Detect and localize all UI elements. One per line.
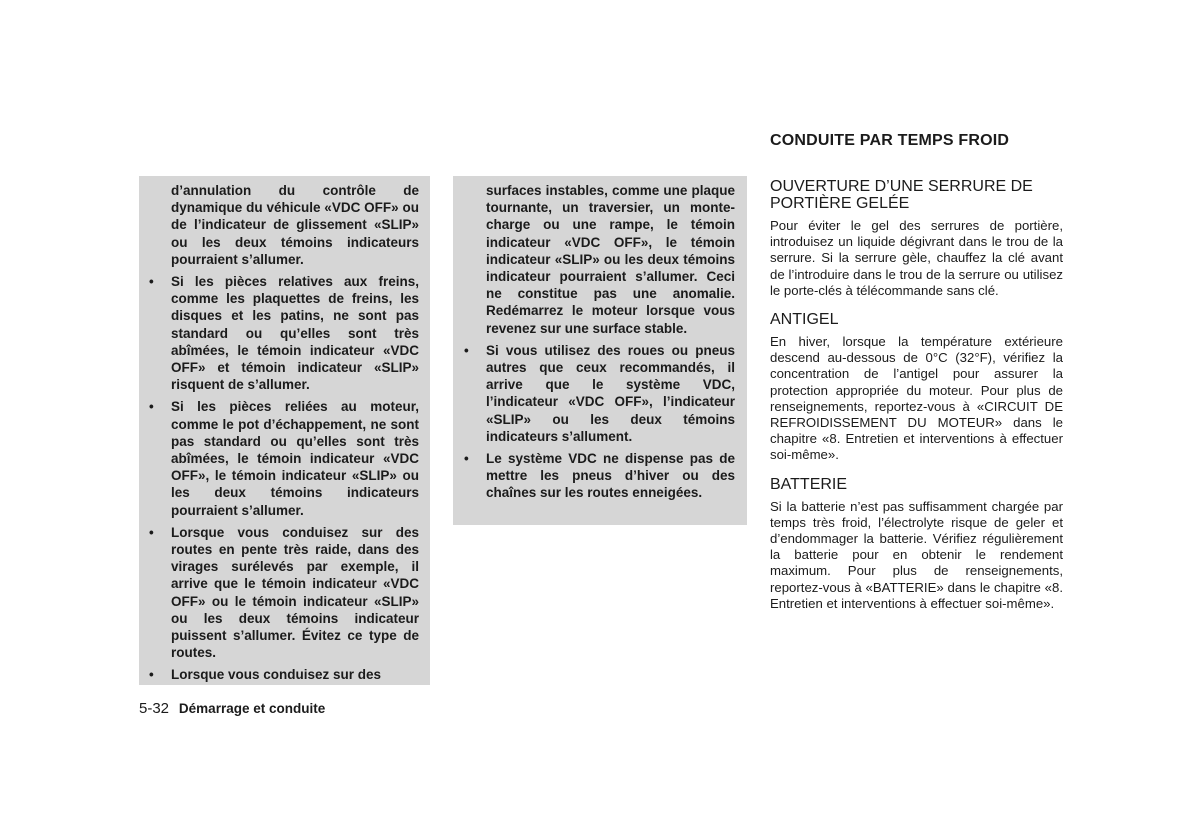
list-item	[148, 273, 419, 393]
bullet-icon: •	[149, 399, 154, 415]
bullet-icon: •	[464, 342, 469, 358]
warning-continuation-text: d’annulation du contrôle de dynamique du véhicule «VDC OFF» ou de l’indicateur de glissement «SLIP» ou les deux témoins indicateurs pourraient s’allumer.	[171, 183, 419, 267]
warning-bullet-text: Si les pièces relatives aux freins, comme les plaquettes de freins, les disques et les patins, ne sont pas standard ou qu’elles sont très abîmées, le témoin indicateur «VDC OFF» et témoin indicateur «SLIP» risquent de s’allumer.	[171, 274, 419, 393]
list-item	[463, 342, 735, 445]
list-item	[463, 450, 735, 502]
section-title: CONDUITE PAR TEMPS FROID	[770, 132, 1010, 149]
warning-bullet-text: Si vous utilisez des roues ou pneus autres que ceux recommandés, il arrive que le système VDC, l’indicateur «VDC OFF», l’indicateur «SLIP» ou les deux témoins indicateurs s’allument.	[486, 342, 735, 444]
content-column-right	[770, 131, 1063, 624]
subsection-title-battery: BATTERIE	[770, 475, 848, 493]
warning-bullet-list	[463, 342, 735, 502]
warning-continuation-text: surfaces instables, comme une plaque tournante, un traversier, un monte-charge ou une rampe, le témoin indicateur «VDC OFF», le témoin indicateur «SLIP» ou les deux témoins indicateur pourraient s’allumer. Ceci ne constitue pas une anomalie. Redémarrez le moteur lorsque vous revenez sur une surface stable.	[486, 183, 735, 336]
subsection-title-door-lock: OUVERTURE D’UNE SERRURE DE PORTIÈRE GELÉE	[770, 178, 1033, 212]
warning-box-middle	[453, 176, 747, 525]
warning-bullet-text: Le système VDC ne dispense pas de mettre les pneus d’hiver ou des chaînes sur les routes enneigées.	[486, 451, 735, 501]
bullet-icon: •	[149, 524, 154, 540]
warning-bullet-list	[148, 273, 419, 684]
subsection-text-antifreeze: En hiver, lorsque la température extérieure descend au-dessous de 0°C (32°F), vérifiez la concentration de l’antigel pour assurer la protection appropriée du moteur. Pour plus de renseignements, reportez-vous à «CIRCUIT DE REFROIDISSEMENT DU MOTEUR» dans le chapitre «8. Entretien et interventions à effectuer soi-même».	[770, 334, 1063, 463]
page-footer	[139, 699, 325, 718]
warning-bullet-text: Lorsque vous conduisez sur des	[171, 667, 382, 683]
warning-bullet-text: Si les pièces reliées au moteur, comme le pot d’échappement, ne sont pas standard ou qu’elles sont très abîmées, le témoin indicateur «VDC OFF», le témoin indicateur «SLIP» ou les deux témoins indicateurs pourraient s’allumer.	[171, 399, 419, 518]
warning-bullet-text: Lorsque vous conduisez sur des routes en pente très raide, dans des virages surélevés par exemple, il arrive que le témoin indicateur «VDC OFF» ou le témoin indicateur «SLIP» ou les deux témoins indicateur puissent s’allumer. Évitez ce type de routes.	[171, 524, 419, 661]
chapter-title: Démarrage et conduite	[178, 701, 326, 716]
subsection-title-antifreeze: ANTIGEL	[770, 311, 839, 329]
bullet-icon: •	[464, 451, 469, 467]
warning-box-left	[139, 176, 430, 685]
list-item	[148, 524, 419, 662]
bullet-icon: •	[149, 274, 154, 290]
subsection-text-battery: Si la batterie n’est pas suffisamment chargée par temps très froid, l’électrolyte risque de geler et d’endommager la batterie. Vérifiez régulièrement la batterie pour en obtenir le rendement maximum. Pour plus de renseignements, reportez-vous à «BATTERIE» dans le chapitre «8. Entretien et interventions à effectuer soi-même».	[770, 498, 1063, 611]
subsection-text-door-lock: Pour éviter le gel des serrures de portière, introduisez un liquide dégivrant dans le trou de la serrure. Si la serrure gèle, chauffez la clé avant de l’introduire dans le trou de la serrure ou utilisez le porte-clés à télécommande sans clé.	[770, 218, 1063, 298]
list-item	[148, 666, 419, 683]
bullet-icon: •	[149, 667, 154, 683]
list-item	[148, 398, 419, 518]
page-number: 5-32	[139, 700, 170, 717]
